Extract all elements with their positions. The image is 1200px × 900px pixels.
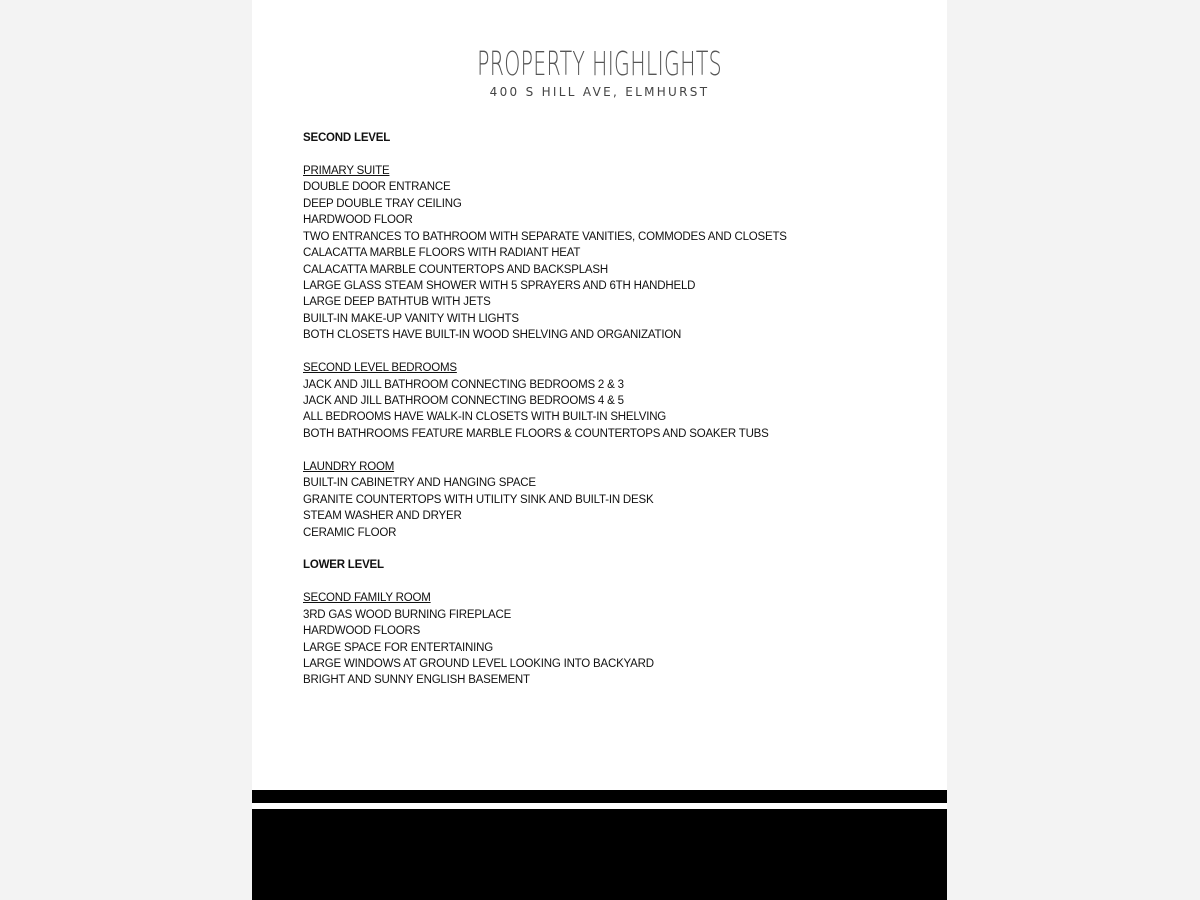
list-item: BUILT-IN MAKE-UP VANITY WITH LIGHTS	[303, 312, 519, 325]
section-heading-primary-suite: PRIMARY SUITE	[303, 164, 390, 177]
list-item: CALACATTA MARBLE FLOORS WITH RADIANT HEAT	[303, 247, 581, 260]
document-page	[252, 0, 947, 900]
section-heading-family-room: SECOND FAMILY ROOM	[303, 592, 431, 605]
section-heading-laundry: LAUNDRY ROOM	[303, 460, 395, 473]
list-item: JACK AND JILL BATHROOM CONNECTING BEDROOMS 4 & 5	[303, 395, 624, 407]
spacer	[303, 344, 903, 360]
list-item: BUILT-IN CABINETRY AND HANGING SPACE	[303, 477, 536, 490]
spacer	[303, 442, 903, 458]
list-item: LARGE WINDOWS AT GROUND LEVEL LOOKING INTO BACKYARD	[303, 658, 654, 670]
list-item: GRANITE COUNTERTOPS WITH UTILITY SINK AND BUILT-IN DESK	[303, 493, 654, 506]
list-item: DOUBLE DOOR ENTRANCE	[303, 181, 451, 194]
list-item: LARGE SPACE FOR ENTERTAINING	[303, 641, 493, 654]
page-title: PROPERTY HIGHLIGHTS	[477, 44, 722, 83]
list-item: CERAMIC FLOOR	[303, 526, 397, 539]
footer-divider-bar	[252, 790, 947, 803]
list-item: LARGE DEEP BATHTUB WITH JETS	[303, 296, 491, 309]
level-heading-second: SECOND LEVEL	[303, 132, 391, 144]
property-address: 400 S HILL AVE, ELMHURST	[489, 85, 710, 99]
list-item: 3RD GAS WOOD BURNING FIREPLACE	[303, 608, 512, 621]
list-item: JACK AND JILL BATHROOM CONNECTING BEDROOMS 2 & 3	[303, 378, 624, 391]
list-item: STEAM WASHER AND DRYER	[303, 510, 462, 523]
list-item: HARDWOOD FLOOR	[303, 214, 413, 227]
list-item: CALACATTA MARBLE COUNTERTOPS AND BACKSPLASH	[303, 263, 608, 276]
list-item: TWO ENTRANCES TO BATHROOM WITH SEPARATE VANITIES, COMMODES AND CLOSETS	[303, 230, 787, 243]
list-item: LARGE GLASS STEAM SHOWER WITH 5 SPRAYERS AND 6TH HANDHELD	[303, 279, 696, 292]
spacer	[303, 574, 903, 590]
spacer	[303, 146, 903, 162]
list-item: BOTH BATHROOMS FEATURE MARBLE FLOORS & COUNTERTOPS AND SOAKER TUBS	[303, 427, 769, 440]
highlights-content	[303, 130, 903, 689]
footer-block	[252, 809, 947, 900]
list-item: ALL BEDROOMS HAVE WALK-IN CLOSETS WITH BUILT-IN SHELVING	[303, 411, 667, 424]
list-item: DEEP DOUBLE TRAY CEILING	[303, 197, 462, 210]
list-item: BRIGHT AND SUNNY ENGLISH BASEMENT	[303, 674, 530, 687]
list-item: BOTH CLOSETS HAVE BUILT-IN WOOD SHELVING AND ORGANIZATION	[303, 329, 682, 342]
list-item: HARDWOOD FLOORS	[303, 625, 421, 638]
level-heading-lower: LOWER LEVEL	[303, 559, 384, 572]
spacer	[303, 541, 903, 557]
section-heading-bedrooms: SECOND LEVEL BEDROOMS	[303, 362, 457, 375]
